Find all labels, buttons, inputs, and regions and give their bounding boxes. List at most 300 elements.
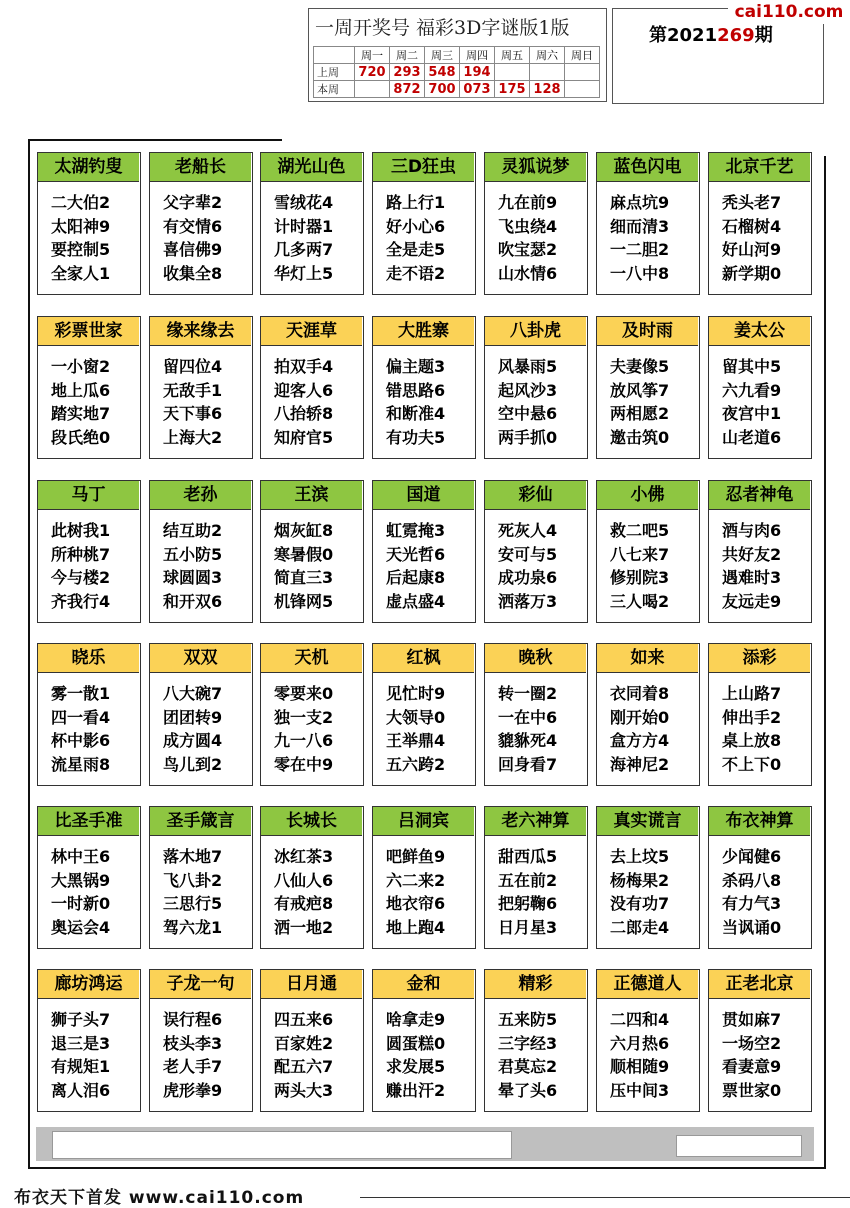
clue-line: 求发展5 <box>386 1057 446 1076</box>
clue-line: 贯如麻7 <box>722 1010 782 1029</box>
card-clues <box>386 1008 474 1102</box>
clue-line: 独一支2 <box>274 707 334 727</box>
card-clues <box>386 845 474 939</box>
card-title: 忍者神龟 <box>709 481 810 510</box>
clue-line: 齐我行4 <box>51 591 111 611</box>
clue-line: 要控制5 <box>51 240 111 259</box>
clue-line: 把躬鞠6 <box>498 894 558 913</box>
clue-line: 所种桃7 <box>51 544 111 564</box>
clue-line: 海神尼2 <box>610 754 670 774</box>
card-title: 正老北京 <box>709 970 810 999</box>
draw-number <box>355 81 390 98</box>
card-title: 缘来缘去 <box>150 317 251 346</box>
card-title: 布衣神算 <box>709 807 810 836</box>
clue-line: 迎客人6 <box>274 380 334 400</box>
clue-line: 拍双手4 <box>274 357 334 376</box>
clue-line: 修别院3 <box>610 568 670 587</box>
clue-line: 此树我1 <box>51 521 111 540</box>
clue-line: 有功夫5 <box>386 427 446 447</box>
card-clues <box>610 191 698 285</box>
card-clues <box>51 191 139 285</box>
footer-divider <box>360 1197 850 1198</box>
card-clues <box>498 682 586 776</box>
clue-line: 二四和4 <box>610 1010 670 1029</box>
card-title: 国道 <box>373 481 474 510</box>
card-title: 吕洞宾 <box>373 807 474 836</box>
puzzle-card <box>484 806 588 949</box>
clue-line: 无敌手1 <box>163 380 223 400</box>
clue-line: 地衣帘6 <box>386 894 446 913</box>
clue-line: 君莫忘2 <box>498 1057 558 1076</box>
puzzle-card <box>708 316 812 459</box>
clue-line: 知府官5 <box>274 427 334 447</box>
clue-line: 起风沙3 <box>498 380 558 400</box>
puzzle-card <box>149 969 253 1112</box>
clue-line: 虚点盛4 <box>386 591 446 611</box>
day-label: 周五 <box>495 47 530 64</box>
clue-line: 杨梅果2 <box>610 870 670 890</box>
card-title: 姜太公 <box>709 317 810 346</box>
clue-line: 山老道6 <box>722 427 782 447</box>
clue-line: 少闻健6 <box>722 847 782 866</box>
weekly-draw-table <box>313 46 600 98</box>
day-header-row <box>314 47 600 64</box>
clue-line: 有规矩1 <box>51 1057 111 1076</box>
day-label: 周二 <box>390 47 425 64</box>
puzzle-card <box>260 643 364 786</box>
clue-line: 结互助2 <box>163 521 223 540</box>
card-clues <box>386 355 474 449</box>
card-title: 八卦虎 <box>485 317 586 346</box>
card-clues <box>610 1008 698 1102</box>
this-week-row <box>314 81 600 98</box>
card-clues <box>274 1008 362 1102</box>
card-title: 天涯草 <box>261 317 362 346</box>
card-title: 三D狂虫 <box>373 153 474 182</box>
clue-line: 当讽诵0 <box>722 917 782 937</box>
puzzle-card <box>484 316 588 459</box>
clue-line: 六九看9 <box>722 380 782 400</box>
draw-number: 128 <box>530 81 565 98</box>
clue-line: 晕了头6 <box>498 1080 558 1100</box>
clue-line: 伸出手2 <box>722 707 782 727</box>
clue-line: 回身看7 <box>498 754 558 774</box>
card-title: 老六神算 <box>485 807 586 836</box>
clue-line: 衣同着8 <box>610 684 670 703</box>
clue-line: 有力气3 <box>722 894 782 913</box>
clue-line: 两手抓0 <box>498 427 558 447</box>
card-clues <box>51 1008 139 1102</box>
clue-line: 全是走5 <box>386 240 446 259</box>
clue-line: 上海大2 <box>163 427 223 447</box>
draw-number <box>495 64 530 81</box>
clue-line: 四一看4 <box>51 707 111 727</box>
last-week-label: 上周 <box>314 64 355 81</box>
clue-line: 杀码八8 <box>722 870 782 890</box>
clue-line: 驾六龙1 <box>163 917 223 937</box>
clue-line: 地上瓜6 <box>51 380 111 400</box>
clue-line: 夜宫中1 <box>722 404 782 423</box>
puzzle-card <box>484 643 588 786</box>
card-clues <box>163 682 251 776</box>
draw-number: 700 <box>425 81 460 98</box>
card-title: 真实谎言 <box>597 807 698 836</box>
card-title: 如来 <box>597 644 698 673</box>
last-week-row <box>314 64 600 81</box>
card-clues <box>498 355 586 449</box>
clue-line: 去上坟5 <box>610 847 670 866</box>
card-clues <box>722 355 810 449</box>
card-title: 太湖钓叟 <box>38 153 139 182</box>
clue-line: 转一圈2 <box>498 684 558 703</box>
puzzle-card <box>372 316 476 459</box>
day-label: 周日 <box>565 47 600 64</box>
clue-line: 五来防5 <box>498 1010 558 1029</box>
puzzle-card <box>596 152 700 295</box>
clue-line: 配五六7 <box>274 1057 334 1076</box>
clue-line: 石榴树4 <box>722 216 782 236</box>
puzzle-card <box>37 969 141 1112</box>
draw-number: 073 <box>460 81 495 98</box>
card-title: 老孙 <box>150 481 251 510</box>
card-title: 子龙一句 <box>150 970 251 999</box>
clue-line: 四五来6 <box>274 1010 334 1029</box>
clue-line: 父字辈2 <box>163 193 223 212</box>
puzzle-card <box>37 643 141 786</box>
draw-number <box>565 64 600 81</box>
clue-line: 酒与肉6 <box>722 521 782 540</box>
clue-line: 五在前2 <box>498 870 558 890</box>
bottom-blank-panel <box>52 1131 512 1159</box>
puzzle-card <box>260 806 364 949</box>
clue-line: 救二吧5 <box>610 521 670 540</box>
weekly-draw-panel <box>308 8 607 102</box>
clue-line: 压中间3 <box>610 1080 670 1100</box>
clue-line: 新学期0 <box>722 263 782 283</box>
site-watermark: cai110.com <box>728 0 850 24</box>
card-title: 晓乐 <box>38 644 139 673</box>
card-clues <box>722 845 810 939</box>
clue-line: 流星雨8 <box>51 754 111 774</box>
puzzle-card <box>260 316 364 459</box>
puzzle-card <box>260 480 364 623</box>
clue-line: 吹宝瑟2 <box>498 240 558 259</box>
clue-line: 甜西瓜5 <box>498 847 558 866</box>
card-clues <box>51 682 139 776</box>
puzzle-card <box>708 806 812 949</box>
clue-line: 友远走9 <box>722 591 782 611</box>
clue-line: 退三是3 <box>51 1033 111 1053</box>
clue-line: 一八中8 <box>610 263 670 283</box>
clue-line: 空中悬6 <box>498 404 558 423</box>
clue-line: 太阳神9 <box>51 216 111 236</box>
card-clues <box>163 191 251 285</box>
clue-line: 段氏绝0 <box>51 427 111 447</box>
clue-line: 大黑锅9 <box>51 870 111 890</box>
clue-line: 全家人1 <box>51 263 111 283</box>
clue-line: 几多两7 <box>274 240 334 259</box>
draw-number: 293 <box>390 64 425 81</box>
clue-line: 天下事6 <box>163 404 223 423</box>
clue-line: 死灰人4 <box>498 521 558 540</box>
card-clues <box>498 1008 586 1102</box>
card-title: 廊坊鸿运 <box>38 970 139 999</box>
clue-line: 烟灰缸8 <box>274 521 334 540</box>
clue-line: 落木地7 <box>163 847 223 866</box>
puzzle-card <box>484 969 588 1112</box>
clue-line: 离人泪6 <box>51 1080 111 1100</box>
clue-line: 放风筝7 <box>610 380 670 400</box>
clue-line: 和开双6 <box>163 591 223 611</box>
clue-line: 收集全8 <box>163 263 223 283</box>
card-clues <box>722 682 810 776</box>
card-title: 大胜寨 <box>373 317 474 346</box>
puzzle-card <box>37 480 141 623</box>
clue-line: 遇难时3 <box>722 568 782 587</box>
clue-line: 圆蛋糕0 <box>386 1033 446 1053</box>
clue-line: 机锋网5 <box>274 591 334 611</box>
clue-line: 留其中5 <box>722 357 782 376</box>
card-clues <box>274 845 362 939</box>
clue-line: 好小心6 <box>386 216 446 236</box>
clue-line: 虹霓掩3 <box>386 521 446 540</box>
clue-line: 山水情6 <box>498 263 558 283</box>
corner-cell <box>314 47 355 64</box>
card-title: 金和 <box>373 970 474 999</box>
clue-line: 天光哲6 <box>386 544 446 564</box>
puzzle-card <box>708 480 812 623</box>
clue-line: 赚出汗2 <box>386 1080 446 1100</box>
clue-line: 顺相随9 <box>610 1057 670 1076</box>
clue-line: 细而清3 <box>610 216 670 236</box>
card-title: 及时雨 <box>597 317 698 346</box>
card-title: 双双 <box>150 644 251 673</box>
card-title: 比圣手准 <box>38 807 139 836</box>
clue-line: 一在中6 <box>498 707 558 727</box>
clue-line: 华灯上5 <box>274 263 334 283</box>
card-title: 北京千艺 <box>709 153 810 182</box>
card-title: 红枫 <box>373 644 474 673</box>
clue-line: 六二来2 <box>386 870 446 890</box>
clue-line: 一时新0 <box>51 894 111 913</box>
draw-number: 548 <box>425 64 460 81</box>
card-clues <box>163 519 251 613</box>
clue-line: 八仙人6 <box>274 870 334 890</box>
clue-line: 零在中9 <box>274 754 334 774</box>
draw-number: 194 <box>460 64 495 81</box>
clue-line: 邀击筑0 <box>610 427 670 447</box>
card-clues <box>51 519 139 613</box>
puzzle-card <box>596 806 700 949</box>
card-title: 彩票世家 <box>38 317 139 346</box>
card-clues <box>722 191 810 285</box>
clue-line: 零要来0 <box>274 684 334 703</box>
puzzle-card <box>372 152 476 295</box>
clue-line: 今与楼2 <box>51 568 111 587</box>
clue-line: 球圆圆3 <box>163 568 223 587</box>
clue-line: 刚开始0 <box>610 707 670 727</box>
card-clues <box>163 845 251 939</box>
clue-line: 百家姓2 <box>274 1033 334 1053</box>
puzzle-card <box>372 969 476 1112</box>
clue-line: 飞八卦2 <box>163 870 223 890</box>
card-title: 王滨 <box>261 481 362 510</box>
clue-line: 两相愿2 <box>610 404 670 423</box>
clue-line: 八大碗7 <box>163 684 223 703</box>
clue-line: 八抬轿8 <box>274 404 334 423</box>
clue-line: 和断准4 <box>386 404 446 423</box>
card-clues <box>610 682 698 776</box>
card-clues <box>498 519 586 613</box>
clue-line: 貔貅死4 <box>498 731 558 750</box>
card-title: 老船长 <box>150 153 251 182</box>
card-title: 添彩 <box>709 644 810 673</box>
clue-line: 路上行1 <box>386 193 446 212</box>
puzzle-card <box>149 806 253 949</box>
puzzle-card <box>596 316 700 459</box>
card-clues <box>610 355 698 449</box>
clue-line: 冰红茶3 <box>274 847 334 866</box>
clue-line: 大领导0 <box>386 707 446 727</box>
card-clues <box>163 355 251 449</box>
clue-line: 二大伯2 <box>51 193 111 212</box>
clue-line: 五六跨2 <box>386 754 446 774</box>
clue-line: 枝头李3 <box>163 1033 223 1053</box>
clue-line: 寒暑假0 <box>274 544 334 564</box>
puzzle-card <box>708 152 812 295</box>
puzzle-card <box>484 480 588 623</box>
clue-line: 鸟儿到2 <box>163 754 223 774</box>
card-clues <box>386 682 474 776</box>
card-clues <box>386 191 474 285</box>
clue-line: 共好友2 <box>722 544 782 564</box>
issue-number <box>649 21 773 47</box>
day-label: 周四 <box>460 47 495 64</box>
puzzle-card <box>260 969 364 1112</box>
day-label: 周六 <box>530 47 565 64</box>
clue-line: 成功泉6 <box>498 568 558 587</box>
clue-line: 雪绒花4 <box>274 193 334 212</box>
clue-line: 踏实地7 <box>51 404 111 423</box>
clue-line: 误行程6 <box>163 1010 223 1029</box>
puzzle-card <box>708 643 812 786</box>
card-title: 马丁 <box>38 481 139 510</box>
card-clues <box>274 355 362 449</box>
puzzle-card <box>484 152 588 295</box>
clue-line: 夫妻像5 <box>610 357 670 376</box>
card-clues <box>274 682 362 776</box>
clue-line: 麻点坑9 <box>610 193 670 212</box>
clue-line: 没有功7 <box>610 894 670 913</box>
clue-line: 安可与5 <box>498 544 558 564</box>
card-title: 天机 <box>261 644 362 673</box>
issue-number-value: 269 <box>717 25 755 46</box>
clue-line: 老人手7 <box>163 1057 223 1076</box>
header-title: 一周开奖号 福彩3D字谜版1版 <box>315 17 570 39</box>
card-title: 灵狐说梦 <box>485 153 586 182</box>
puzzle-card <box>596 969 700 1112</box>
card-title: 圣手箴言 <box>150 807 251 836</box>
clue-line: 九在前9 <box>498 193 558 212</box>
clue-line: 见忙时9 <box>386 684 446 703</box>
puzzle-card <box>260 152 364 295</box>
clue-line: 王举鼎4 <box>386 731 446 750</box>
card-title: 日月通 <box>261 970 362 999</box>
puzzle-card <box>708 969 812 1112</box>
clue-line: 八七来7 <box>610 544 670 564</box>
clue-line: 一场空2 <box>722 1033 782 1053</box>
puzzle-card <box>37 152 141 295</box>
clue-line: 林中王6 <box>51 847 111 866</box>
puzzle-card <box>596 480 700 623</box>
puzzle-card <box>149 643 253 786</box>
puzzle-card <box>372 806 476 949</box>
card-title: 晚秋 <box>485 644 586 673</box>
draw-number: 872 <box>390 81 425 98</box>
clue-line: 一小窗2 <box>51 357 111 376</box>
this-week-label: 本周 <box>314 81 355 98</box>
clue-line: 飞虫绕4 <box>498 216 558 236</box>
card-clues <box>610 519 698 613</box>
clue-line: 洒落万3 <box>498 591 558 611</box>
clue-line: 简直三3 <box>274 568 334 587</box>
card-clues <box>51 845 139 939</box>
day-label: 周三 <box>425 47 460 64</box>
card-clues <box>274 191 362 285</box>
card-title: 湖光山色 <box>261 153 362 182</box>
clue-line: 风暴雨5 <box>498 357 558 376</box>
puzzle-card <box>37 806 141 949</box>
clue-line: 有交情6 <box>163 216 223 236</box>
clue-line: 一二胆2 <box>610 240 670 259</box>
bottom-blank-box <box>676 1135 802 1157</box>
clue-line: 秃头老7 <box>722 193 782 212</box>
issue-suffix: 期 <box>754 25 773 46</box>
card-title: 正德道人 <box>597 970 698 999</box>
clue-line: 喜信佛9 <box>163 240 223 259</box>
issue-prefix: 第2021 <box>649 25 718 46</box>
draw-number: 720 <box>355 64 390 81</box>
puzzle-card <box>37 316 141 459</box>
clue-line: 吧鲜鱼9 <box>386 847 446 866</box>
clue-line: 桌上放8 <box>722 731 782 750</box>
card-clues <box>722 1008 810 1102</box>
puzzle-card <box>372 643 476 786</box>
puzzle-card <box>149 480 253 623</box>
clue-line: 奥运会4 <box>51 917 111 937</box>
clue-line: 日月星3 <box>498 917 558 937</box>
clue-line: 三字经3 <box>498 1033 558 1053</box>
card-clues <box>498 191 586 285</box>
clue-line: 九一八6 <box>274 731 334 750</box>
card-title: 精彩 <box>485 970 586 999</box>
clue-line: 成方圆4 <box>163 731 223 750</box>
clue-line: 看妻意9 <box>722 1057 782 1076</box>
draw-number <box>530 64 565 81</box>
day-label: 周一 <box>355 47 390 64</box>
clue-line: 三人喝2 <box>610 591 670 611</box>
clue-line: 六月热6 <box>610 1033 670 1053</box>
puzzle-card <box>372 480 476 623</box>
card-title: 长城长 <box>261 807 362 836</box>
card-clues <box>610 845 698 939</box>
card-clues <box>51 355 139 449</box>
clue-line: 团团转9 <box>163 707 223 727</box>
card-clues <box>722 519 810 613</box>
clue-line: 雾一散1 <box>51 684 111 703</box>
clue-line: 虎形拳9 <box>163 1080 223 1100</box>
card-clues <box>274 519 362 613</box>
